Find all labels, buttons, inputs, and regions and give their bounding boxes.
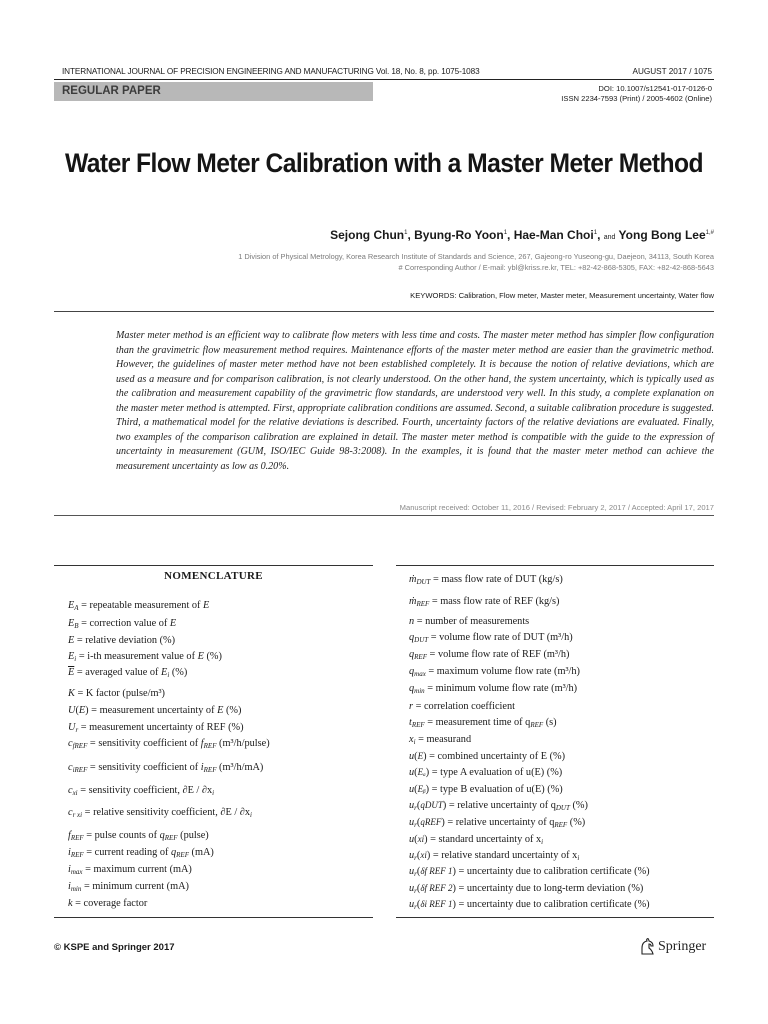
- keywords-rule: [54, 311, 714, 312]
- nomenclature-item: ur(qDUT) = relative uncertainty of qDUT (%): [409, 800, 588, 812]
- nomenclature-item: E = relative deviation (%): [68, 635, 176, 646]
- nomenclature-item: u(Eₐ) = type A evaluation of u(E) (%): [409, 767, 563, 778]
- header-rule: [54, 79, 714, 80]
- nomenclature-item: Ei = i-th measurement value of E (%): [68, 651, 222, 663]
- nomenclature-item: cfREF = sensitivity coefficient of fREF (m³/h/pulse): [68, 738, 270, 750]
- nomenclature-item: qREF = volume flow rate of REF (m³/h): [409, 649, 570, 661]
- nomenclature-item: k = coverage factor: [68, 898, 148, 909]
- keywords: KEYWORDS: Calibration, Flow meter, Master meter, Measurement uncertainty, Water flow: [410, 291, 714, 300]
- nomenclature-item: ur(δf REF 2) = uncertainty due to long-term deviation (%): [409, 883, 644, 895]
- nomenclature-item: fREF = pulse counts of qREF (pulse): [68, 830, 209, 842]
- nomenclature-item: qmin = minimum volume flow rate (m³/h): [409, 683, 578, 695]
- nomenclature-item: qDUT = volume flow rate of DUT (m³/h): [409, 632, 573, 644]
- nomenclature-item: u(xi) = standard uncertainty of xi: [409, 834, 544, 846]
- doi-block: [561, 84, 712, 104]
- nomenclature-item: ṁDUT = mass flow rate of DUT (kg/s): [409, 574, 563, 586]
- nomenclature-item: EA = repeatable measurement of E: [68, 600, 210, 612]
- springer-wordmark: Springer: [658, 938, 707, 954]
- abstract: Master meter method is an efficient way to calibrate flow meters with less time and costs. The master meter method has simpler flow configuration than the gravimetric flow measurement method requires. Maintenance efforts of the master meter method are easier than the gravimetric method. However, the guidelines of master meter method have not been established completely. It is because the notion of relative deviations, which are used as a measure and for comparison calibration, is not clearly understood. On the other hand, the system uncertainty, which is typically used as the calibration and measurement capability of the gravimetric flow standards, are understood very well. In this study, a complete explanation on the master meter method is attempted. First, appropriate calibration conditions are assumed. Second, a suitable calibration procedure is suggested. Third, a mathematical model for the relative deviations is described. Fourth, uncertainty factors of the relative deviations are evaluated. Finally, two examples of the comparison calibration are explained in detail. The master meter method is compatible with the guide to the expression of uncertainty in measurement (GUM, ISO/IEC Guide 98-3:2008). In the examples, it is found that the master meter method can achieve the measurement uncertainty as low as 0.20%.: [116, 330, 714, 472]
- nomenclature-item: imin = minimum current (mA): [68, 881, 189, 893]
- nomenclature-item: ṁREF = mass flow rate of REF (kg/s): [409, 596, 560, 608]
- nomenclature-item: cr xi = relative sensitivity coefficient, ∂E / ∂xi: [68, 807, 252, 819]
- nomenclature-rule-left-top: [54, 565, 373, 566]
- nomenclature-item: iREF = current reading of qREF (mA): [68, 847, 214, 859]
- nomenclature-item: Ur = measurement uncertainty of REF (%): [68, 722, 244, 734]
- nomenclature-item: tREF = measurement time of qREF (s): [409, 717, 557, 729]
- nomenclature-item: ur(δi REF 1) = uncertainty due to calibration certificate (%): [409, 899, 650, 911]
- manuscript-rule: [54, 515, 714, 516]
- author-2: Byung-Ro Yoon: [414, 228, 504, 242]
- manuscript-dates: Manuscript received: October 11, 2016 / Revised: February 2, 2017 / Accepted: April 17, 2017: [399, 503, 714, 512]
- nomenclature-item: cxi = sensitivity coefficient, ∂E / ∂xi: [68, 785, 215, 797]
- nomenclature-rule-left-bottom: [54, 917, 373, 918]
- nomenclature-item: $\overline{E}$ = averaged value of Ei (%): [68, 667, 188, 679]
- nomenclature-rule-right-top: [396, 565, 714, 566]
- issn: ISSN 2234-7593 (Print) / 2005-4602 (Online): [561, 94, 712, 103]
- nomenclature-item: K = K factor (pulse/m³): [68, 688, 165, 699]
- issue-page: AUGUST 2017 / 1075: [632, 67, 712, 76]
- nomenclature-item: n = number of measurements: [409, 616, 530, 627]
- nomenclature-item: imax = maximum current (mA): [68, 864, 192, 876]
- nomenclature-heading: NOMENCLATURE: [164, 570, 263, 582]
- nomenclature-item: U(E) = measurement uncertainty of E (%): [68, 705, 242, 716]
- section-label: REGULAR PAPER: [54, 82, 373, 101]
- affiliation-block: [154, 252, 714, 273]
- publisher-logo: [640, 938, 706, 955]
- nomenclature-rule-right-bottom: [396, 917, 714, 918]
- doi: DOI: 10.1007/s12541-017-0126-0: [598, 84, 712, 93]
- nomenclature-item: u(Eᵦ) = type B evaluation of u(E) (%): [409, 784, 563, 795]
- copyright: © KSPE and Springer 2017: [54, 942, 175, 953]
- nomenclature-item: qmax = maximum volume flow rate (m³/h): [409, 666, 580, 678]
- nomenclature-item: ur(qREF) = relative uncertainty of qREF (%): [409, 817, 586, 829]
- author-list: Sejong Chun$^1$, Byung-Ro Yoon$^1$, Hae-Man Choi$^1$, and Yong Bong Lee$^{1,\#}$: [330, 228, 714, 242]
- nomenclature-item: EB = correction value of E: [68, 618, 177, 630]
- nomenclature-item: xi = measurand: [409, 734, 472, 746]
- nomenclature-item: ur(xi) = relative standard uncertainty of xi: [409, 850, 580, 862]
- journal-citation: INTERNATIONAL JOURNAL OF PRECISION ENGINEERING AND MANUFACTURING Vol. 18, No. 8, pp. 1075-1083: [62, 67, 480, 76]
- affiliation: 1 Division of Physical Metrology, Korea Research Institute of Standards and Science, 267, Gajeong-ro Yuseong-gu, Daejeon, 34113, South Korea: [238, 252, 714, 261]
- corresponding-author: # Corresponding Author / E-mail: ybl@kriss.re.kr, TEL: +82-42-868-5305, FAX: +82-42-868-5643: [398, 262, 714, 272]
- springer-horse-icon: [640, 938, 655, 955]
- author-3: Hae-Man Choi: [513, 228, 594, 242]
- author-1: Sejong Chun: [330, 228, 405, 242]
- paper-title: Water Flow Meter Calibration with a Master Meter Method: [64, 148, 704, 178]
- nomenclature-item: r = correlation coefficient: [409, 701, 515, 712]
- nomenclature-item: ciREF = sensitivity coefficient of iREF (m³/h/mA): [68, 762, 264, 774]
- author-4: Yong Bong Lee: [618, 228, 706, 242]
- nomenclature-item: u(E) = combined uncertainty of E (%): [409, 751, 566, 762]
- nomenclature-item: ur(δf REF 1) = uncertainty due to calibration certificate (%): [409, 866, 650, 878]
